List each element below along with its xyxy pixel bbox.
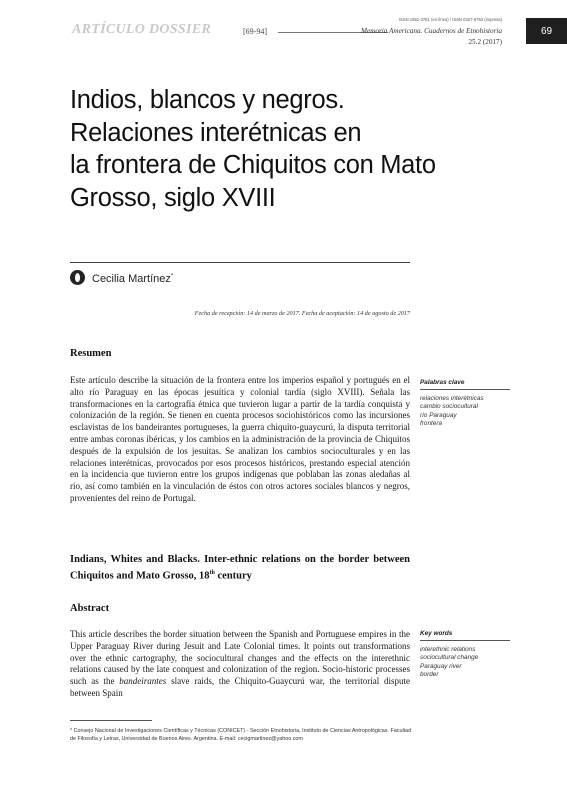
keywords-en-box (420, 630, 510, 680)
keyword-item: interethnic relations (420, 646, 476, 653)
author-name (92, 273, 173, 285)
title-line: Relaciones interétnicas en (70, 118, 362, 147)
page-range: [69-94] (243, 27, 267, 36)
english-title-sup: th (209, 569, 215, 576)
submission-dates: Fecha de recepción: 14 de marzo de 2017. Fecha de aceptación: 14 de agosto de 2017 (194, 310, 410, 317)
keyword-item: cambio sociocultural (420, 403, 478, 411)
english-title-text: Indians, Whites and Blacks. Inter-ethnic relations on the border between Chiquitos and Mato Grosso, 18 (70, 554, 410, 581)
keywords-es-title: Palabras clave (420, 379, 510, 390)
journal-name: Memoria Americana. Cuadernos de Etnohistoria (360, 27, 502, 35)
author-footnote: * Consejo Nacional de Investigaciones Científicas y Técnicas (CONICET) - Sección Etnohistoria, Instituto de Ciencias Antropológicas. Facultad de Filosofía y Letras, Universidad de Buenos Aires. Argentina. E-mail: cecigmartinez@yahoo.com (70, 728, 412, 742)
title-line: la frontera de Chiquitos con Mato (70, 151, 436, 179)
keyword-item: frontera (420, 420, 443, 428)
keywords-es-box (420, 379, 510, 429)
keyword-item: relaciones interétnicas (420, 395, 484, 402)
footnote-divider (70, 720, 152, 721)
abstract-italic-term: bandeirantes (119, 676, 167, 687)
title-line: Grosso, siglo XVIII (70, 183, 276, 212)
english-title-tail: century (214, 570, 252, 581)
page-number: 69 (526, 18, 567, 44)
section-label: ARTÍCULO DOSSIER (72, 22, 212, 37)
resumen-heading: Resumen (70, 348, 112, 359)
author-footnote-mark: * (170, 273, 174, 280)
issn-text: ISSN 1851-3751 (en línea) / ISSN 0327-5752 (impresa) (398, 17, 502, 22)
title-line: Indios, blancos y negros. (70, 86, 345, 114)
keyword-item: sociocultural change (420, 654, 479, 662)
english-title (70, 553, 410, 583)
keyword-item: río Paraguay (420, 411, 457, 419)
abstract-body (70, 629, 410, 700)
resumen-body: Este artículo describe la situación de la frontera entre los imperios español y portugués en el alto río Paraguay en las épocas jesuítica y colonial tardía (siglo XVIII). Señala las transformaciones en la cartografía étnica que tuvieron lugar a partir de la tardía conquista y colonización de la región. Se tienen en cuenta procesos sociohistóricos como las incursiones esclavistas de los bandeirantes portugueses, la guerra chiquito-guaycurú, la disputa territorial entre ambas coronas ibéricas, y los cambios en la administración de la provincia de Chiquitos después de la expulsión de los jesuitas. Se analizan los cambios socioculturales y en las relaciones interétnicas, provocados por esos procesos históricos, prestando especial atención en la incidencia que tuvieron entre los grupos indígenas que poblaban las zonas aledañas al río, así como también en la vinculación de éstos con otros actores sociales blancos y negros, provenientes del reino de Portugal. (70, 375, 410, 503)
keyword-item: Paraguay river (420, 662, 462, 670)
abstract-heading: Abstract (70, 603, 110, 614)
keyword-item: border (420, 671, 439, 679)
orcid-icon[interactable] (70, 270, 85, 285)
keywords-en-title: Key words (420, 630, 510, 641)
title-divider (70, 262, 410, 263)
article-title (70, 84, 490, 214)
abstract-text-cont: slave raids, the Chiquito-Guaycurú war, the territorial dispute between Spain (70, 676, 410, 698)
author-name-text: Cecilia Martínez (92, 273, 171, 285)
journal-volume: 25.2 (2017) (468, 38, 502, 46)
abstract-text: This article describes the border situation between the Spanish and Portuguese empires in the Upper Paraguay River during Jesuit and Late Colonial times. It points out transformations over the ethnic cartography, the sociocultural changes and the effects on the interethnic relations caused by the late conquest and colonization of the region. Socio-historic processes such as the (70, 629, 410, 687)
